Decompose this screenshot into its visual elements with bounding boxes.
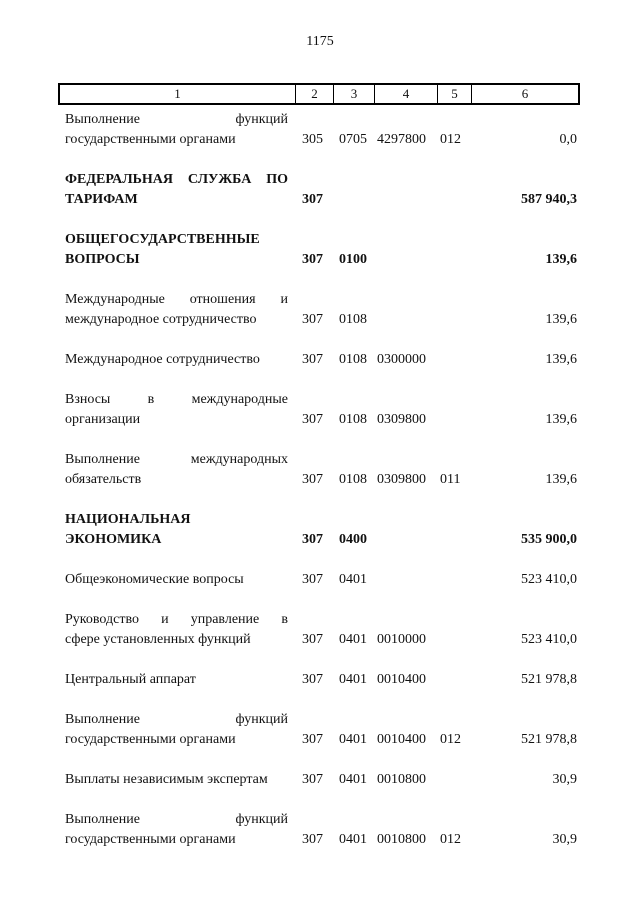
cell-code-col2: 307 bbox=[302, 672, 323, 687]
cell-name bbox=[58, 610, 294, 650]
name-line: ЭКОНОМИКА bbox=[65, 532, 162, 547]
cell-code-col3: 0705 bbox=[339, 132, 367, 147]
cell-name bbox=[58, 450, 294, 490]
cell-code-col2: 305 bbox=[302, 132, 323, 147]
cell-code-col3: 0108 bbox=[339, 312, 367, 327]
table-row bbox=[58, 810, 580, 850]
name-line: ВОПРОСЫ bbox=[65, 252, 140, 267]
cell-code-col2: 307 bbox=[302, 732, 323, 747]
name-line: ТАРИФАМ bbox=[65, 192, 138, 207]
cell-name bbox=[58, 570, 294, 590]
cell-amount: 521 978,8 bbox=[521, 732, 577, 747]
cell-code-col2: 307 bbox=[302, 832, 323, 847]
table-row bbox=[58, 450, 580, 490]
cell-code-col5: 012 bbox=[440, 832, 461, 847]
name-line: обязательств bbox=[65, 472, 142, 487]
cell-amount: 139,6 bbox=[545, 412, 577, 427]
cell-amount: 587 940,3 bbox=[521, 192, 577, 207]
cell-amount: 139,6 bbox=[545, 312, 577, 327]
table-column-header-row bbox=[58, 83, 580, 105]
table-row bbox=[58, 230, 580, 270]
cell-name bbox=[58, 710, 294, 750]
name-line: Выплаты независимым экспертам bbox=[65, 772, 268, 787]
cell-code-col3: 0401 bbox=[339, 772, 367, 787]
cell-code-col2: 307 bbox=[302, 472, 323, 487]
name-line: НАЦИОНАЛЬНАЯ bbox=[65, 512, 191, 527]
name-line: сфере установленных функций bbox=[65, 632, 251, 647]
name-line: Взносы в международные bbox=[65, 392, 288, 407]
table-row bbox=[58, 110, 580, 150]
header-col-6: 6 bbox=[521, 86, 529, 101]
cell-amount: 139,6 bbox=[545, 472, 577, 487]
cell-code-col3: 0401 bbox=[339, 732, 367, 747]
cell-amount: 139,6 bbox=[545, 252, 577, 267]
cell-code-col3: 0401 bbox=[339, 572, 367, 587]
name-line: Руководство и управление в bbox=[65, 612, 288, 627]
name-line: Международное сотрудничество bbox=[65, 352, 260, 367]
page-number: 1175 bbox=[306, 34, 334, 49]
name-line: Общеэкономические вопросы bbox=[65, 572, 244, 587]
name-line: Выполнение функций bbox=[65, 112, 288, 127]
cell-code-col2: 307 bbox=[302, 772, 323, 787]
cell-name bbox=[58, 350, 294, 370]
cell-code-col5: 012 bbox=[440, 732, 461, 747]
cell-code-col4: 0309800 bbox=[377, 472, 426, 487]
cell-name bbox=[58, 770, 294, 790]
cell-code-col4: 4297800 bbox=[377, 132, 426, 147]
header-col-2: 2 bbox=[296, 85, 334, 103]
name-line: международное сотрудничество bbox=[65, 312, 257, 327]
table-row bbox=[58, 170, 580, 210]
cell-name bbox=[58, 810, 294, 850]
cell-name bbox=[58, 170, 294, 210]
cell-amount: 139,6 bbox=[545, 352, 577, 367]
name-line: государственными органами bbox=[65, 132, 236, 147]
cell-code-col2: 307 bbox=[302, 412, 323, 427]
header-col-1: 1 bbox=[60, 85, 296, 103]
table-row bbox=[58, 710, 580, 750]
header-col-3: 3 bbox=[334, 85, 375, 103]
cell-code-col2: 307 bbox=[302, 532, 323, 547]
cell-code-col5: 012 bbox=[440, 132, 461, 147]
table-row bbox=[58, 570, 580, 590]
table-row bbox=[58, 350, 580, 370]
name-line: ОБЩЕГОСУДАРСТВЕННЫЕ bbox=[65, 232, 260, 247]
cell-code-col4: 0300000 bbox=[377, 352, 426, 367]
cell-amount: 523 410,0 bbox=[521, 572, 577, 587]
cell-code-col4: 0010000 bbox=[377, 632, 426, 647]
cell-name bbox=[58, 230, 294, 270]
table-row bbox=[58, 610, 580, 650]
table-row bbox=[58, 510, 580, 550]
table-row bbox=[58, 290, 580, 330]
cell-name bbox=[58, 290, 294, 330]
cell-code-col3: 0401 bbox=[339, 632, 367, 647]
cell-code-col4: 0309800 bbox=[377, 412, 426, 427]
header-col-4: 4 bbox=[375, 85, 438, 103]
name-line: организации bbox=[65, 412, 141, 427]
cell-code-col4: 0010800 bbox=[377, 832, 426, 847]
cell-name bbox=[58, 110, 294, 150]
table-row bbox=[58, 670, 580, 690]
cell-code-col4: 0010800 bbox=[377, 772, 426, 787]
cell-amount: 30,9 bbox=[552, 832, 577, 847]
table-body bbox=[58, 110, 580, 870]
cell-code-col2: 307 bbox=[302, 632, 323, 647]
table-row bbox=[58, 390, 580, 430]
cell-name bbox=[58, 510, 294, 550]
name-line: Центральный аппарат bbox=[65, 672, 196, 687]
cell-code-col3: 0108 bbox=[339, 472, 367, 487]
cell-amount: 535 900,0 bbox=[521, 532, 577, 547]
cell-code-col5: 011 bbox=[440, 472, 461, 487]
cell-amount: 521 978,8 bbox=[521, 672, 577, 687]
cell-code-col3: 0100 bbox=[339, 252, 367, 267]
cell-code-col3: 0401 bbox=[339, 832, 367, 847]
cell-code-col3: 0108 bbox=[339, 352, 367, 367]
cell-code-col2: 307 bbox=[302, 192, 323, 207]
cell-code-col2: 307 bbox=[302, 572, 323, 587]
table-row bbox=[58, 770, 580, 790]
cell-code-col3: 0400 bbox=[339, 532, 367, 547]
cell-name bbox=[58, 670, 294, 690]
cell-code-col2: 307 bbox=[302, 352, 323, 367]
name-line: государственными органами bbox=[65, 832, 236, 847]
cell-amount: 30,9 bbox=[552, 772, 577, 787]
cell-code-col2: 307 bbox=[302, 312, 323, 327]
name-line: ФЕДЕРАЛЬНАЯ СЛУЖБА ПО bbox=[65, 172, 288, 187]
name-line: Выполнение функций bbox=[65, 712, 288, 727]
cell-code-col4: 0010400 bbox=[377, 672, 426, 687]
cell-amount: 523 410,0 bbox=[521, 632, 577, 647]
cell-code-col4: 0010400 bbox=[377, 732, 426, 747]
name-line: Международные отношения и bbox=[65, 292, 288, 307]
name-line: государственными органами bbox=[65, 732, 236, 747]
name-line: Выполнение функций bbox=[65, 812, 288, 827]
cell-code-col3: 0401 bbox=[339, 672, 367, 687]
cell-code-col2: 307 bbox=[302, 252, 323, 267]
header-col-5: 5 bbox=[438, 85, 472, 103]
name-line: Выполнение международных bbox=[65, 452, 288, 467]
cell-code-col3: 0108 bbox=[339, 412, 367, 427]
cell-amount: 0,0 bbox=[559, 132, 577, 147]
cell-name bbox=[58, 390, 294, 430]
